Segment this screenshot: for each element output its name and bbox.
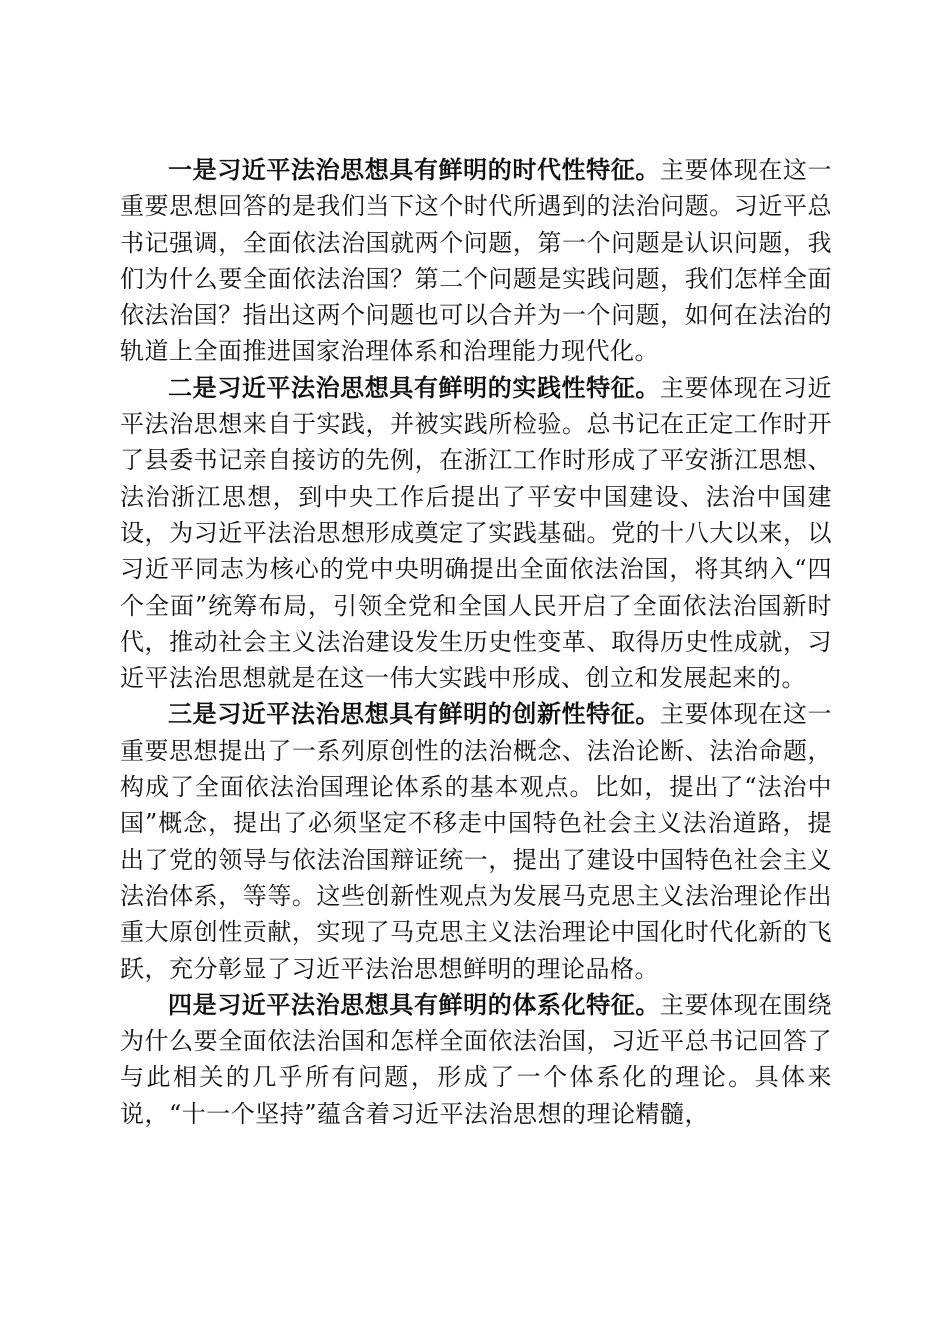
paragraph-1 (120, 152, 832, 370)
paragraph-4-body: 主要体现在围绕为什么要全面依法治国和怎样全面依法治国，习近平总书记回答了与此相关的几乎所有问题，形成了一个体系化的理论。具体来说，“十一个坚持”蕴含着习近平法治思想的理论精髓， (120, 990, 832, 1128)
paragraph-4-lead: 四是习近平法治思想具有鲜明的体系化特征。 (168, 989, 660, 1019)
paragraph-2 (120, 370, 832, 697)
paragraph-1-lead: 一是习近平法治思想具有鲜明的时代性特征。 (168, 155, 660, 184)
paragraph-3 (120, 696, 832, 986)
paragraph-4 (120, 987, 832, 1132)
paragraph-2-lead: 二是习近平法治思想具有鲜明的实践性特征。 (168, 372, 660, 402)
paragraph-1-body: 主要体现在这一重要思想回答的是我们当下这个时代所遇到的法治问题。习近平总书记强调，全面依法治国就两个问题，第一个问题是认识问题，我们为什么要全面依法治国？第二个问题是实践问题，我们怎样全面依法治国？指出这两个问题也可以合并为一个问题，如何在法治的轨道上全面推进国家治理体系和治理能力现代化。 (120, 156, 832, 366)
document-page (120, 152, 832, 1132)
paragraph-2-body: 主要体现在习近平法治思想来自于实践，并被实践所检验。总书记在正定工作时开了县委书记亲自接访的先例，在浙江工作时形成了平安浙江思想、法治浙江思想，到中央工作后提出了平安中国建设、法治中国建设，为习近平法治思想形成奠定了实践基础。党的十八大以来，以习近平同志为核心的党中央明确提出全面依法治国，将其纳入“四个全面”统筹布局，引领全党和全国人民开启了全面依法治国新时代，推动社会主义法治建设发生历史性变革、取得历史性成就，习近平法治思想就是在这一伟大实践中形成、创立和发展起来的。 (120, 373, 832, 693)
paragraph-3-lead: 三是习近平法治思想具有鲜明的创新性特征。 (168, 699, 660, 729)
paragraph-3-body: 主要体现在这一重要思想提出了一系列原创性的法治概念、法治论断、法治命题，构成了全面依法治国理论体系的基本观点。比如，提出了“法治中国”概念，提出了必须坚定不移走中国特色社会主义法治道路，提出了党的领导与依法治国辩证统一，提出了建设中国特色社会主义法治体系，等等。这些创新性观点为发展马克思主义法治理论作出重大原创性贡献，实现了马克思主义法治理论中国化时代化新的飞跃，充分彰显了习近平法治思想鲜明的理论品格。 (120, 700, 832, 983)
